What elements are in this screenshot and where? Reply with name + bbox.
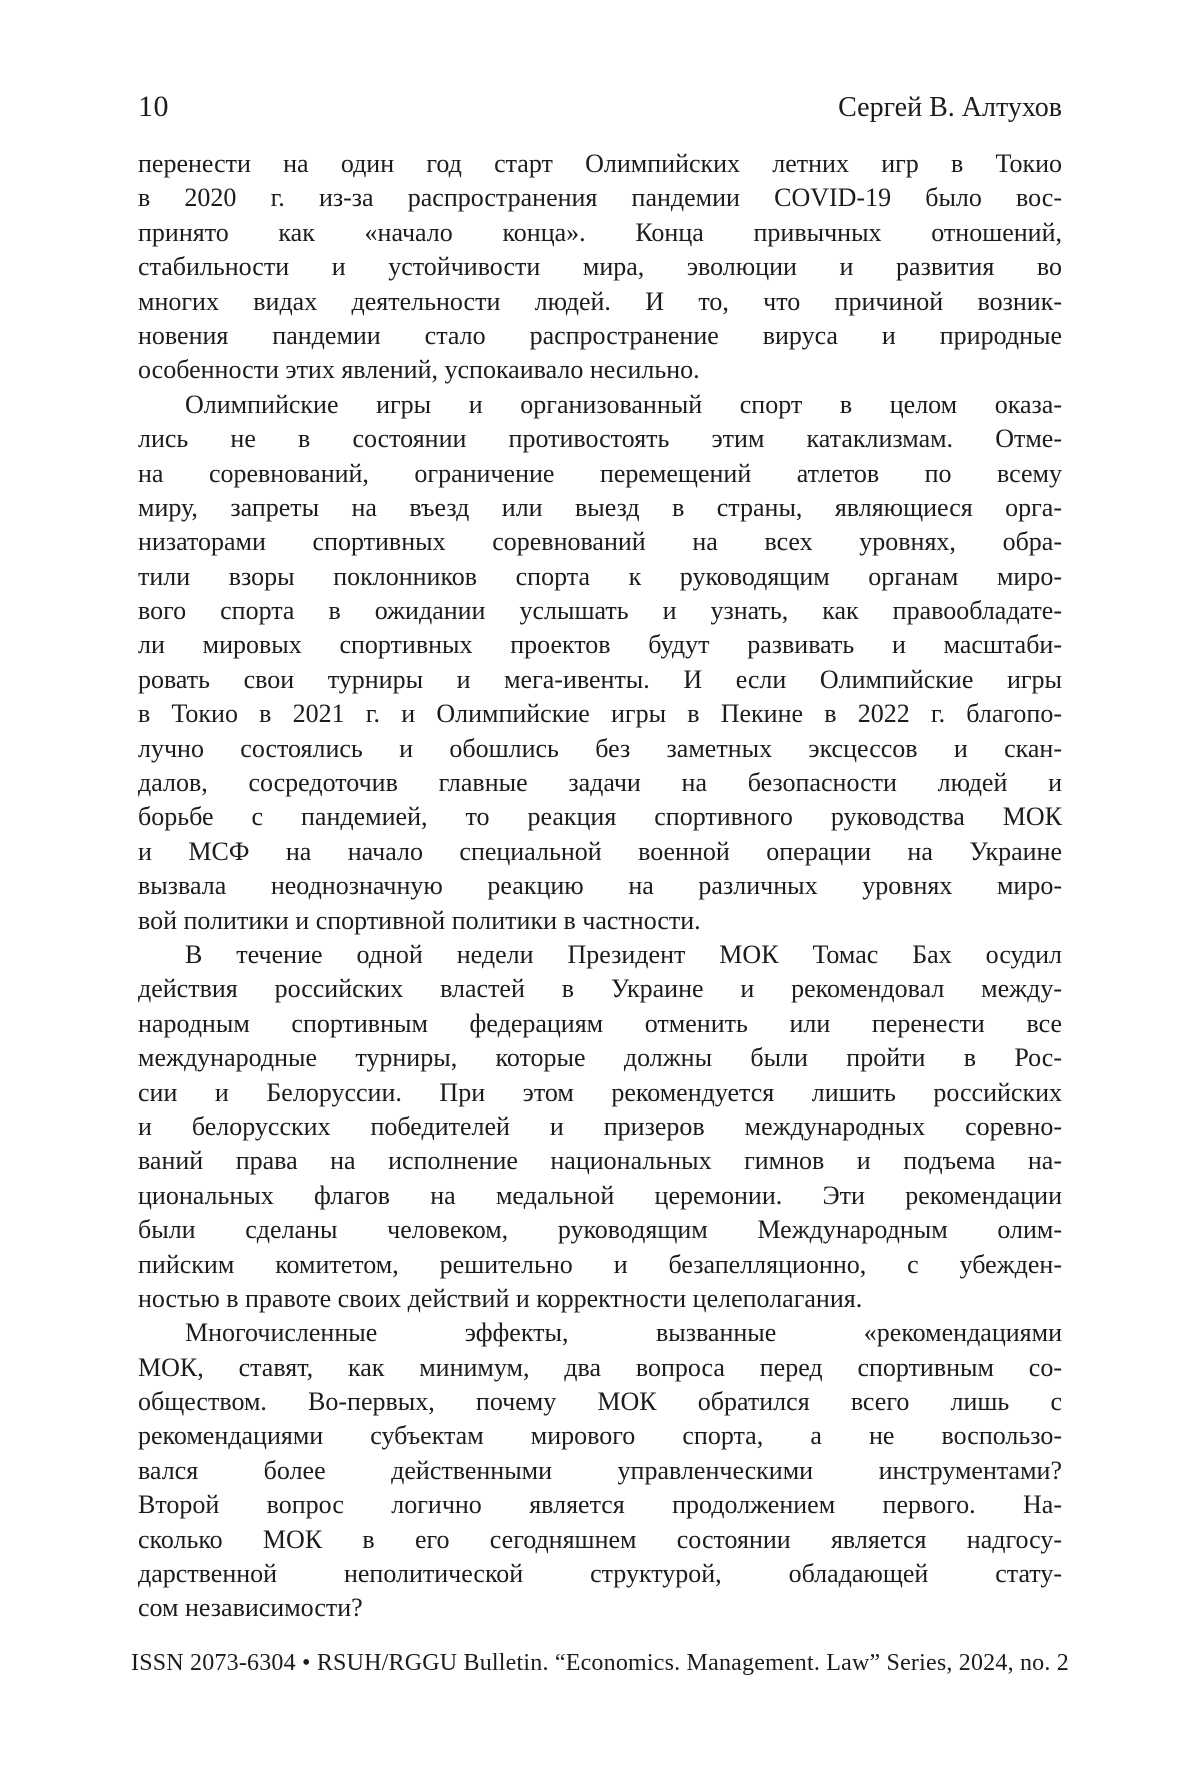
text-line: на соревнований, ограничение перемещений атлетов по всему [138,458,1062,488]
text-line: МОК, ставят, как минимум, два вопроса перед спортивным со- [138,1352,1062,1382]
text-line: ностью в правоте своих действий и корректности целеполагания. [138,1283,863,1313]
text-line: ли мировых спортивных проектов будут развивать и масштаби- [138,630,1062,660]
text-line: пийским комитетом, решительно и безапелляционно, с убежден- [138,1249,1062,1279]
text-line: В течение одной недели Президент МОК Томас Бах осудил [185,939,1062,969]
text-line: Многочисленные эффекты, вызванные «рекомендациями [185,1318,1062,1348]
page-number: 10 [138,90,169,123]
text-line: ровать свои турниры и мега-ивенты. И если Олимпийские игры [138,664,1062,694]
text-line: международные турниры, которые должны были пройти в Рос- [138,1043,1062,1073]
text-line: дарственной неполитической структурой, обладающей стату- [138,1559,1062,1589]
paragraph [138,938,1062,1316]
text-line: принято как «начало конца». Конца привычных отношений, [138,217,1062,247]
text-line: Олимпийские игры и организованный спорт в целом оказа- [185,389,1062,419]
text-line: вызвала неоднозначную реакцию на различных уровнях миро- [138,871,1062,901]
text-line: лучно состоялись и обошлись без заметных эксцессов и скан- [138,733,1062,763]
text-line: сом независимости? [138,1593,363,1623]
text-line: рекомендациями субъектам мирового спорта, а не воспользо- [138,1421,1062,1451]
footer-issn-line: ISSN 2073-6304 • RSUH/RGGU Bulletin. “Economics. Management. Law” Series, 2024, no. 2 [131,1650,1069,1676]
text-line: Второй вопрос логично является продолжением первого. На- [138,1490,1062,1520]
text-line: вого спорта в ожидании услышать и узнать, как правообладате- [138,596,1062,626]
text-line: были сделаны человеком, руководящим Международным олим- [138,1215,1062,1245]
text-line: обществом. Во-первых, почему МОК обратился всего лишь с [138,1387,1062,1417]
text-line: ваний права на исполнение национальных гимнов и подъема на- [138,1146,1062,1176]
text-line: циональных флагов на медальной церемонии. Эти рекомендации [138,1180,1062,1210]
text-line: вался более действенными управленческими инструментами? [138,1455,1062,1485]
text-line: низаторами спортивных соревнований на всех уровнях, обра- [138,527,1062,557]
text-line: далов, сосредоточив главные задачи на безопасности людей и [138,768,1062,798]
text-line: сколько МОК в его сегодняшнем состоянии является надгосу- [138,1524,1062,1554]
text-line: лись не в состоянии противостоять этим катаклизмам. Отме- [138,424,1062,454]
text-line: перенести на один год старт Олимпийских летних игр в Токио [138,149,1062,178]
text-line: народным спортивным федерациям отменить или перенести все [138,1008,1062,1038]
text-line: стабильности и устойчивости мира, эволюции и развития во [138,252,1062,282]
text-line: многих видах деятельности людей. И то, что причиной возник- [138,286,1062,316]
text-line: тили взоры поклонников спорта к руководящим органам миро- [138,561,1062,591]
paragraph [138,388,1062,938]
running-head-author: Сергей В. Алтухов [838,92,1062,123]
text-line: действия российских властей в Украине и рекомендовал между- [138,974,1062,1004]
text-line: миру, запреты на въезд или выезд в страны, являющиеся орга- [138,492,1062,522]
text-line: в Токио в 2021 г. и Олимпийские игры в Пекине в 2022 г. благопо- [138,699,1062,729]
article-body [138,147,1062,1626]
text-line: сии и Белоруссии. При этом рекомендуется лишить российских [138,1077,1062,1107]
paragraph [138,147,1062,388]
text-line: в 2020 г. из-за распространения пандемии COVID-19 было вос- [138,183,1062,213]
running-header [138,90,1062,124]
text-line: и МСФ на начало специальной военной операции на Украине [138,836,1062,866]
text-line: и белорусских победителей и призеров международных соревно- [138,1111,1062,1141]
paragraph [138,1316,1062,1626]
text-line: вой политики и спортивной политики в частности. [138,905,701,935]
text-line: особенности этих явлений, успокаивало несильно. [138,355,700,385]
text-line: новения пандемии стало распространение вируса и природные [138,320,1062,350]
text-line: борьбе с пандемией, то реакция спортивного руководства МОК [138,802,1062,832]
